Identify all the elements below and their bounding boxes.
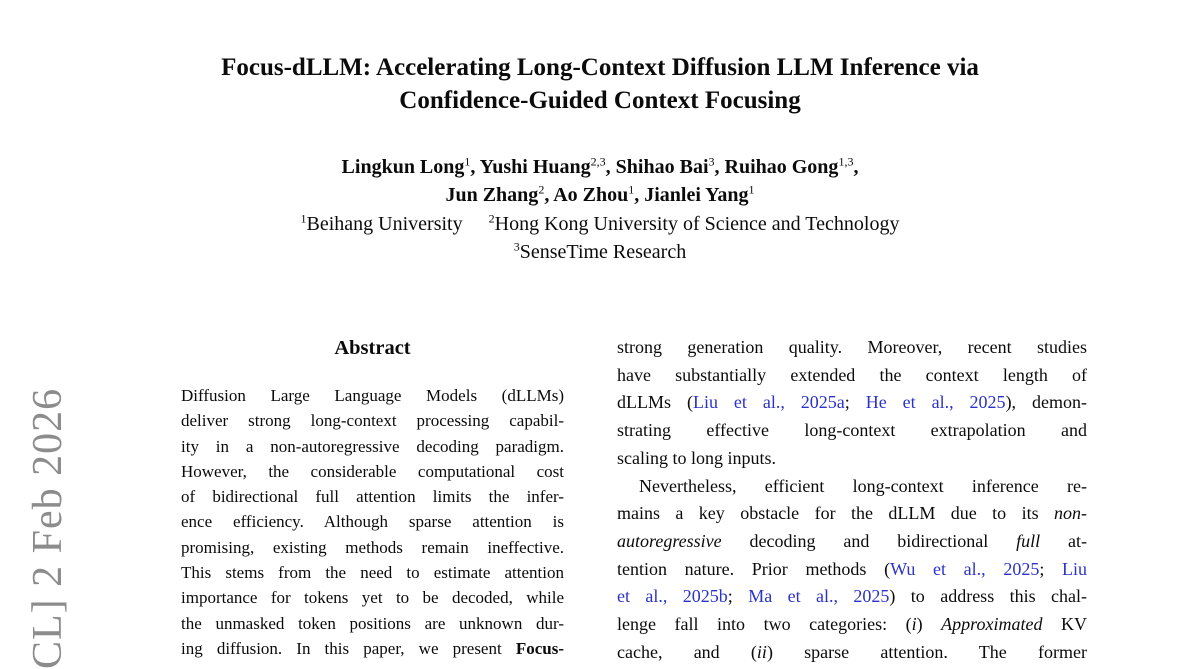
affiliation-list [100,211,1100,266]
text-run: , Ruihao Gong [714,156,839,178]
intro-paragraph-2 [617,473,1087,667]
text-line [181,459,564,484]
text-line [617,389,1087,417]
text-run: i [911,614,917,635]
left-column [145,337,600,661]
text-line [617,473,1087,501]
text-line [181,509,564,534]
text-line [617,362,1087,390]
text-run: non- [1054,503,1087,524]
text-line [181,585,564,610]
text-run: 3 [513,238,520,253]
text-run: decoding and bidirectional [721,530,1017,551]
text-run: autoregressive [617,530,722,551]
author-list [100,154,1100,209]
authors-line2 [100,182,1100,210]
text-run: ing diffusion. In this paper, we present [181,638,516,658]
text-run: Hong Kong University of Science and Technology [494,213,900,235]
paper-title-line1: Focus-dLLM: Accelerating Long-Context Diffusion LLM Inference via [221,54,979,81]
text-run: ) [916,614,942,635]
citation-link[interactable]: He et al., 2025 [865,392,1006,413]
text-run: of bidirectional full attention limits the infer- [181,487,564,507]
text-run: 2,3 [590,154,606,169]
text-run: This stems from the need to estimate attention [181,563,564,583]
text-run: dLLMs ( [617,392,693,413]
text-line [617,556,1087,584]
text-run: 2 [488,211,495,226]
citation-link[interactable]: et al., 2025b [617,586,728,607]
affiliations-line2 [100,239,1100,267]
citation-link[interactable]: Liu et al., 2025a [692,392,845,413]
text-line [617,528,1087,556]
text-run: , Shihao Bai [605,156,709,178]
text-run: 1 [748,181,755,196]
text-run: 2 [538,181,545,196]
text-run: promising, existing methods remain ineffective. [181,537,564,557]
text-run: Approximated [941,614,1043,635]
text-run: importance for tokens yet to be decoded, while [181,588,564,608]
text-run: ; [727,586,749,607]
text-run: Lingkun Long [341,156,465,178]
text-run: ii [756,641,767,662]
arxiv-watermark: CL] 2 Feb 2026 [25,387,71,669]
text-run: , [853,156,859,178]
text-run: , Jianlei Yang [634,183,749,206]
text-line [617,639,1087,667]
text-line [617,417,1087,445]
text-run: full [1016,530,1041,551]
paper-title-line2: Confidence-Guided Context Focusing [399,87,801,114]
text-run: 3 [708,154,715,169]
text-run: deliver strong long-context processing capabil- [181,411,564,431]
text-run: , Yushi Huang [470,156,591,178]
text-run: mains a key obstacle for the dLLM due to its [617,503,1054,524]
text-run: at- [1040,530,1088,551]
text-run: Beihang University [306,213,463,235]
text-line [181,611,564,636]
text-run: KV [1042,614,1088,635]
text-run: scaling to long inputs. [617,447,776,468]
paper-title [100,51,1100,117]
text-run: SenseTime Research [519,240,687,263]
text-run: strating effective long-context extrapolation and [617,420,1087,441]
text-run: Nevertheless, efficient long-context inference re- [639,475,1087,496]
text-line [617,583,1087,611]
text-run: Diffusion Large Language Models (dLLMs) [181,386,564,405]
text-run: cache, and ( [617,641,757,662]
text-run: ence efficiency. Although sparse attention is [181,512,564,532]
text-line [181,636,564,661]
text-line [617,445,1087,473]
text-run: ity in a non-autoregressive decoding paradigm. [181,436,564,456]
text-run: the unmasked token positions are unknown dur- [181,613,564,633]
text-run: 1 [628,181,635,196]
text-line [617,500,1087,528]
text-line [181,408,564,433]
text-line [181,484,564,509]
text-run: lenge fall into two categories: ( [617,614,912,635]
affiliations-line1 [100,211,1100,239]
text-line [181,535,564,560]
text-run: Jun Zhang [445,183,539,206]
text-line [617,611,1087,639]
text-run: ) sparse attention. The former [766,641,1087,662]
text-run: ; [1039,558,1062,579]
intro-paragraph-1 [617,334,1087,473]
text-run: However, the considerable computational cost [181,461,564,481]
right-column [617,334,1087,666]
text-line [181,434,564,459]
text-line [181,560,564,585]
text-run: Focus- [515,638,564,658]
text-run: have substantially extended the context length of [617,364,1087,385]
text-run: ), demon- [1005,392,1087,413]
text-run: ) to address this chal- [889,586,1087,607]
text-line [617,334,1087,362]
abstract-body [181,383,564,661]
text-run: 1 [464,154,471,169]
citation-link[interactable]: Liu [1062,558,1087,579]
text-run: tention nature. Prior methods ( [617,558,891,579]
text-run: 1,3 [838,154,854,169]
citation-link[interactable]: Wu et al., 2025 [890,558,1040,579]
text-run: ; [844,392,866,413]
text-run: , Ao Zhou [544,183,629,206]
authors-line1 [100,154,1100,182]
text-run: strong generation quality. Moreover, recent studies [617,337,1087,357]
abstract-heading: Abstract [334,337,411,359]
text-line [181,383,564,408]
citation-link[interactable]: Ma et al., 2025 [748,586,890,607]
text-run: 1 [300,211,307,226]
